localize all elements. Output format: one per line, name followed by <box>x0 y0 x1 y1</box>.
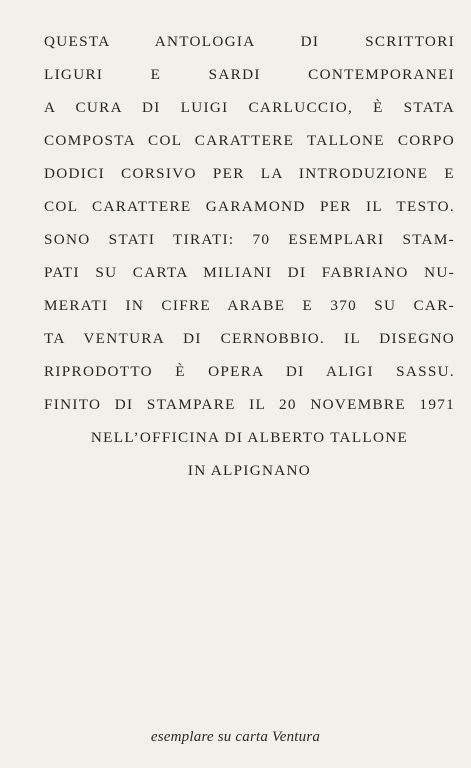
colophon-line: NELL’OFFICINA DI ALBERTO TALLONE <box>90 429 409 446</box>
colophon-line: QUESTA ANTOLOGIA DI SCRITTORI <box>44 33 455 50</box>
colophon-line: TA VENTURA DI CERNOBBIO. IL DISEGNO <box>44 330 455 347</box>
colophon-line: IN ALPIGNANO <box>187 462 312 479</box>
colophon-line: LIGURI E SARDI CONTEMPORANEI <box>44 66 455 83</box>
colophon-line: COL CARATTERE GARAMOND PER IL TESTO. <box>44 198 455 215</box>
colophon-line: PATI SU CARTA MILIANI DI FABRIANO NU- <box>44 264 455 281</box>
edition-note: esemplare su carta Ventura <box>150 729 321 745</box>
colophon-line: SONO STATI TIRATI: 70 ESEMPLARI STAM- <box>44 231 455 248</box>
colophon-line: RIPRODOTTO È OPERA DI ALIGI SASSU. <box>44 363 455 380</box>
colophon-line: DODICI CORSIVO PER LA INTRODUZIONE E <box>44 165 455 182</box>
colophon-line: MERATI IN CIFRE ARABE E 370 SU CAR- <box>44 297 455 314</box>
colophon-line: A CURA DI LUIGI CARLUCCIO, È STATA <box>44 99 455 116</box>
colophon-line: COMPOSTA COL CARATTERE TALLONE CORPO <box>44 132 455 149</box>
colophon-line: FINITO DI STAMPARE IL 20 NOVEMBRE 1971 <box>44 396 455 413</box>
